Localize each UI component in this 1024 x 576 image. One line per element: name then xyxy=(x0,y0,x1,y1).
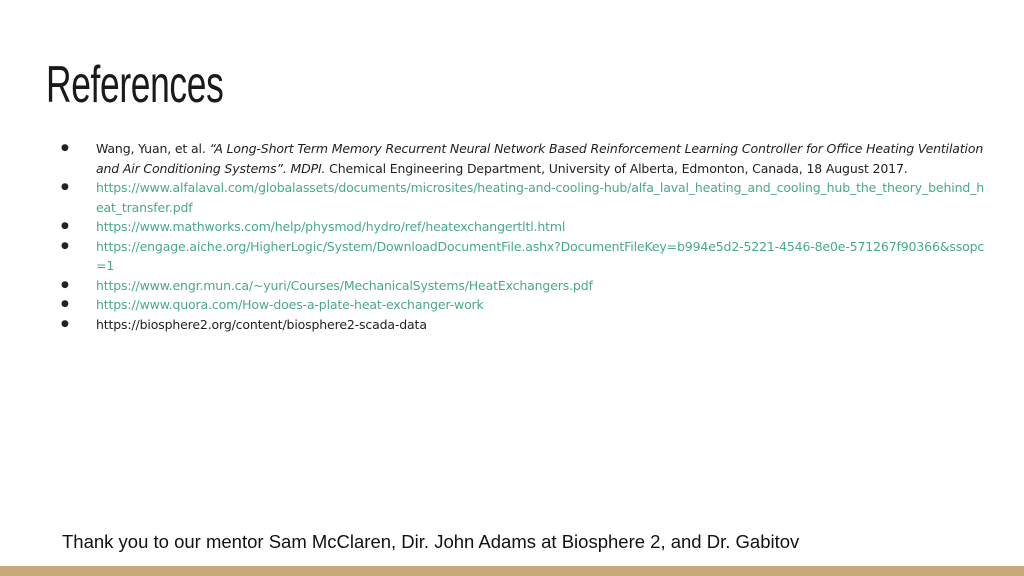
reference-item-7 xyxy=(60,315,990,335)
reference-link-alfalaval[interactable]: https://www.alfalaval.com/globalassets/documents/microsites/heating-and-cooling-hub/alfa_laval_heating_and_cooling_hub_the_theory_behind_heat_transfer.pdf xyxy=(96,180,984,215)
reference-link-mathworks[interactable]: https://www.mathworks.com/help/physmod/hydro/ref/heatexchangertltl.html xyxy=(96,219,566,234)
bullet-icon: ● xyxy=(61,182,69,192)
bullet-icon: ● xyxy=(61,240,69,251)
reference-source: Chemical Engineering Department, University of Alberta, Edmonton, Canada, 18 August 2017. xyxy=(325,160,908,176)
bottom-accent-bar xyxy=(0,566,1024,576)
slide-title: References xyxy=(46,56,224,114)
bullet-icon: ● xyxy=(61,318,69,329)
bullet-icon: ● xyxy=(61,279,69,290)
reference-title: “A Long-Short Term Memory Recurrent Neural Network Based Reinforcement Learning Controller for Office Heating Ventilation and Air Conditioning Systems”. MDPI. xyxy=(96,141,984,176)
reference-item-2 xyxy=(60,178,990,217)
reference-link-aiche[interactable]: https://engage.aiche.org/HigherLogic/System/DownloadDocumentFile.ashx?DocumentFileKey=b994e5d2-5221-4546-8e0e-571267f90366&ssopc=1 xyxy=(96,238,985,273)
bullet-icon: ● xyxy=(61,221,69,231)
reference-item-1 xyxy=(60,139,990,178)
reference-text-biosphere2: https://biosphere2.org/content/biosphere2-scada-data xyxy=(96,316,427,332)
reference-item-4 xyxy=(60,237,990,276)
acknowledgement-text: Thank you to our mentor Sam McClaren, Dir. John Adams at Biosphere 2, and Dr. Gabitov xyxy=(62,531,800,552)
reference-item-6 xyxy=(60,295,990,315)
reference-item-3 xyxy=(60,217,990,237)
reference-link-mun[interactable]: https://www.engr.mun.ca/~yuri/Courses/MechanicalSystems/HeatExchangers.pdf xyxy=(96,277,593,293)
reference-item-5 xyxy=(60,276,990,296)
reference-link-quora[interactable]: https://www.quora.com/How-does-a-plate-heat-exchanger-work xyxy=(96,297,484,312)
bullet-icon: ● xyxy=(61,143,69,153)
reference-authors: Wang, Yuan, et al. xyxy=(96,141,210,156)
bullet-icon: ● xyxy=(61,299,69,309)
references-list xyxy=(60,139,990,334)
